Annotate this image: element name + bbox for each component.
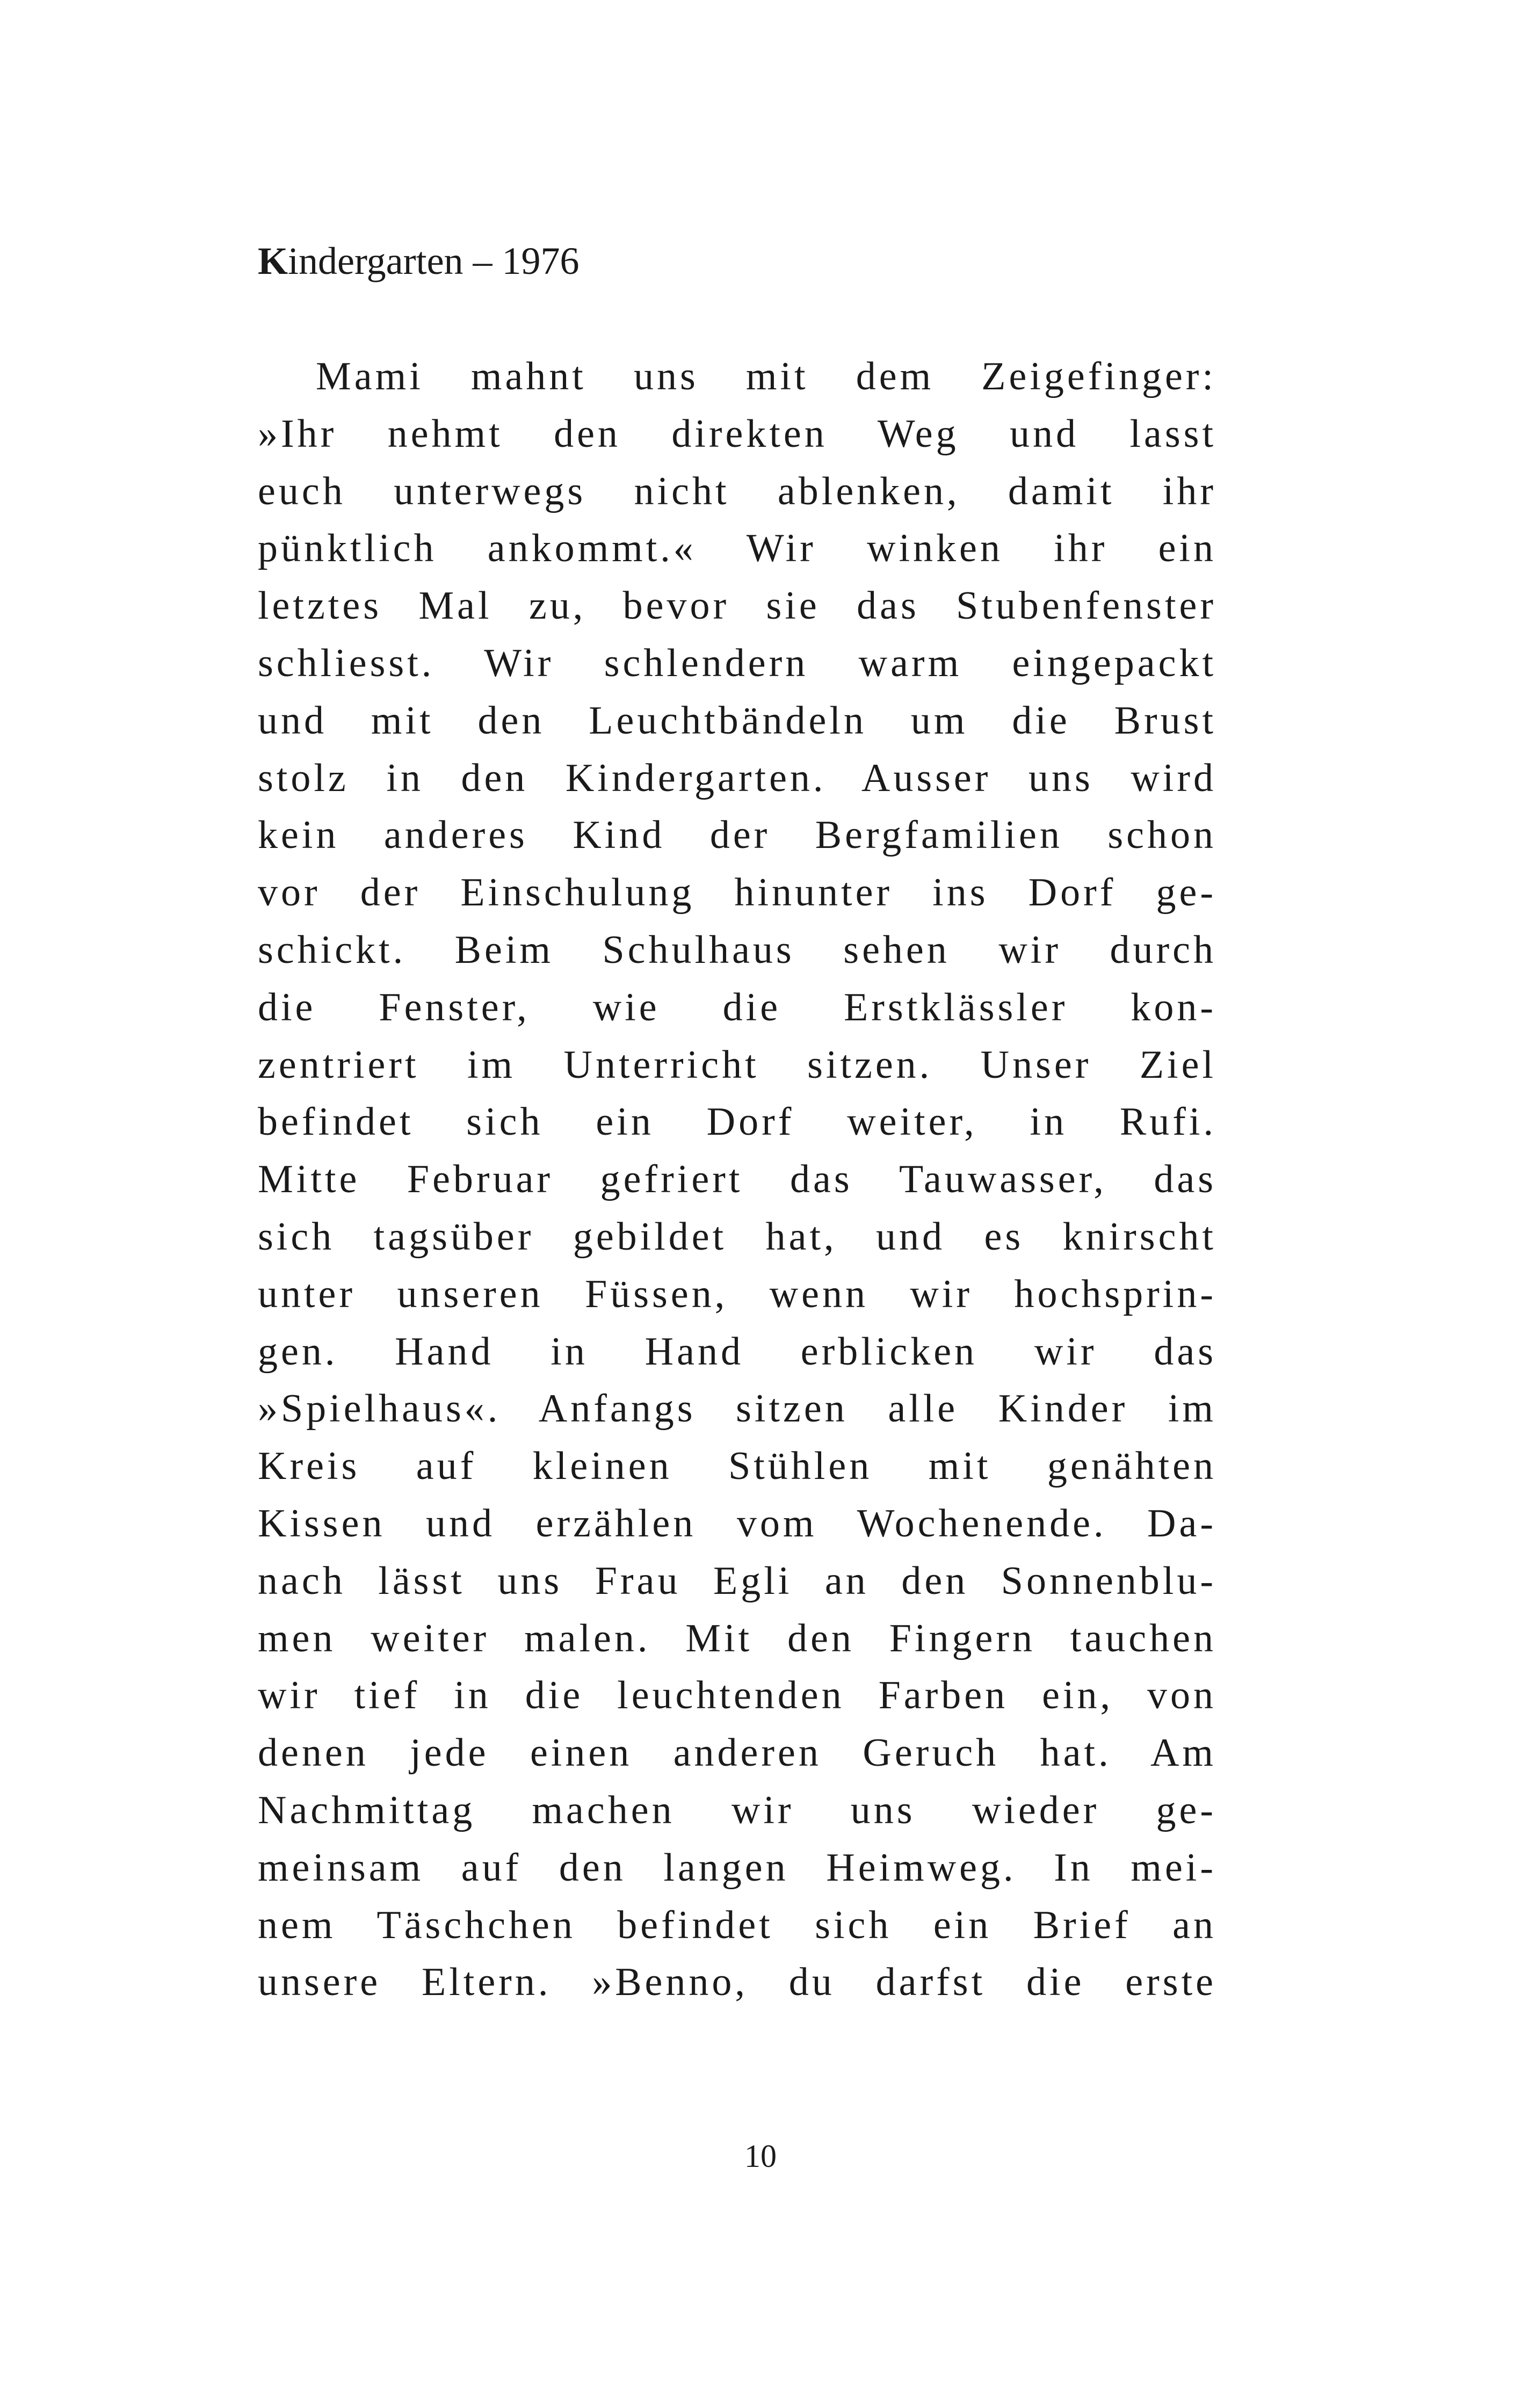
heading-initial: K: [258, 240, 288, 282]
text-line: wir tief in die leuchtenden Farben ein, von: [258, 1673, 1216, 1718]
text-line: denen jede einen anderen Geruch hat. Am: [258, 1731, 1216, 1775]
chapter-heading: [258, 242, 580, 280]
text-line: zentriert im Unterricht sitzen. Unser Ziel: [258, 1042, 1216, 1087]
text-line: »Ihr nehmt den direkten Weg und lasst: [258, 411, 1216, 456]
text-line: nach lässt uns Frau Egli an den Sonnenblu-: [258, 1558, 1216, 1603]
text-line: schickt. Beim Schulhaus sehen wir durch: [258, 927, 1216, 972]
text-line: die Fenster, wie die Erstklässler kon-: [258, 985, 1216, 1029]
text-line: Nachmittag machen wir uns wieder ge-: [258, 1788, 1216, 1832]
text-line: pünktlich ankommt.« Wir winken ihr ein: [258, 526, 1216, 571]
text-line: Kissen und erzählen vom Wochenende. Da-: [258, 1501, 1216, 1546]
text-line: gen. Hand in Hand erblicken wir das: [258, 1329, 1216, 1374]
text-line: schliesst. Wir schlendern warm eingepackt: [258, 641, 1216, 685]
text-line: meinsam auf den langen Heimweg. In mei-: [258, 1845, 1216, 1890]
text-line: Kreis auf kleinen Stühlen mit genähten: [258, 1444, 1216, 1489]
text-line: euch unterwegs nicht ablenken, damit ihr: [258, 469, 1216, 513]
heading-text: indergarten – 1976: [288, 240, 580, 282]
body-paragraph: [258, 348, 1216, 2011]
page-number: 10: [744, 2138, 777, 2174]
text-line: unsere Eltern. »Benno, du darfst die erste: [258, 1960, 1216, 2005]
text-line: kein anderes Kind der Bergfamilien schon: [258, 813, 1216, 858]
text-line: »Spielhaus«. Anfangs sitzen alle Kinder im: [258, 1387, 1216, 1431]
text-line: stolz in den Kindergarten. Ausser uns wird: [258, 756, 1216, 800]
text-line: Mami mahnt uns mit dem Zeigefinger:: [316, 354, 1216, 398]
text-line: sich tagsüber gebildet hat, und es knirscht: [258, 1214, 1216, 1259]
text-line: men weiter malen. Mit den Fingern tauchen: [258, 1616, 1216, 1660]
text-line: letztes Mal zu, bevor sie das Stubenfenster: [258, 584, 1216, 628]
text-line: nem Täschchen befindet sich ein Brief an: [258, 1903, 1216, 1947]
text-line: Mitte Februar gefriert das Tauwasser, das: [258, 1157, 1216, 1202]
text-line: und mit den Leuchtbändeln um die Brust: [258, 698, 1216, 743]
text-line: befindet sich ein Dorf weiter, in Rufi.: [258, 1100, 1216, 1144]
text-line: vor der Einschulung hinunter ins Dorf ge-: [258, 871, 1216, 915]
text-line: unter unseren Füssen, wenn wir hochsprin-: [258, 1272, 1216, 1316]
